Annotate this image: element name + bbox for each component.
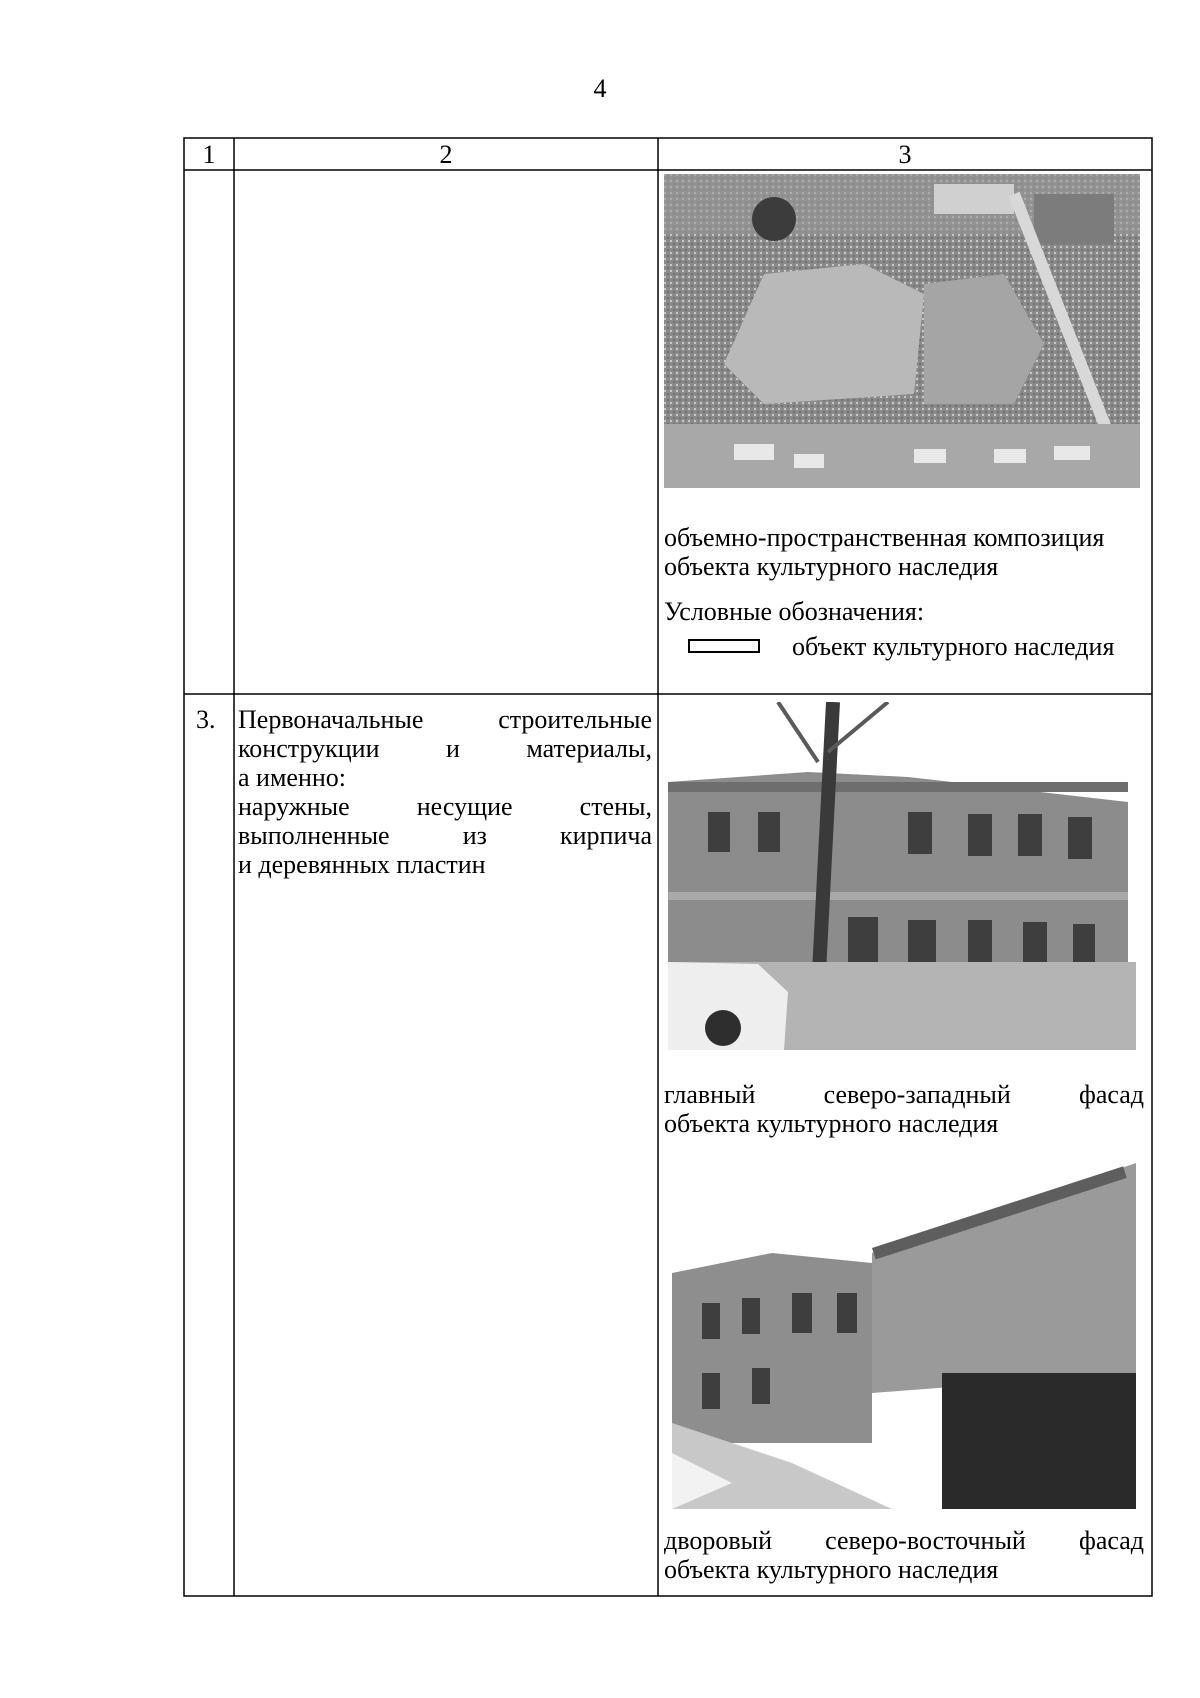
row-number: 3. [196, 705, 216, 734]
column-header-3: 3 [898, 140, 912, 169]
description-line1: Первоначальные строительные [238, 705, 652, 734]
aerial-photo [664, 174, 1140, 488]
description-line5: выполненные из кирпича [238, 821, 652, 850]
northeast-facade-caption-line1: дворовый северо-восточный фасад [664, 1526, 1144, 1555]
aerial-photo-caption-line1: объемно-пространственная композиция [664, 523, 1105, 552]
description-line6: и деревянных пластин [238, 850, 486, 879]
legend-title: Условные обозначения: [664, 597, 925, 626]
northeast-yard-facade-photo [672, 1163, 1136, 1509]
northwest-facade-caption-line1: главный северо-западный фасад [664, 1080, 1144, 1109]
aerial-photo-caption-line2: объекта культурного наследия [664, 552, 999, 581]
page-number: 4 [593, 74, 607, 103]
description-line4: наружные несущие стены, [238, 792, 652, 821]
northwest-facade-caption-line2: объекта культурного наследия [664, 1109, 999, 1138]
column-header-2: 2 [439, 140, 453, 169]
column-header-1: 1 [202, 140, 216, 169]
northeast-facade-caption-line2: объекта культурного наследия [664, 1555, 999, 1584]
legend-item-label: объект культурного наследия [792, 632, 1115, 661]
legend-symbol [688, 639, 760, 653]
description-line3: а именно: [238, 763, 346, 792]
description-line2: конструкции и материалы, [238, 734, 652, 763]
northwest-facade-photo [668, 702, 1136, 1050]
